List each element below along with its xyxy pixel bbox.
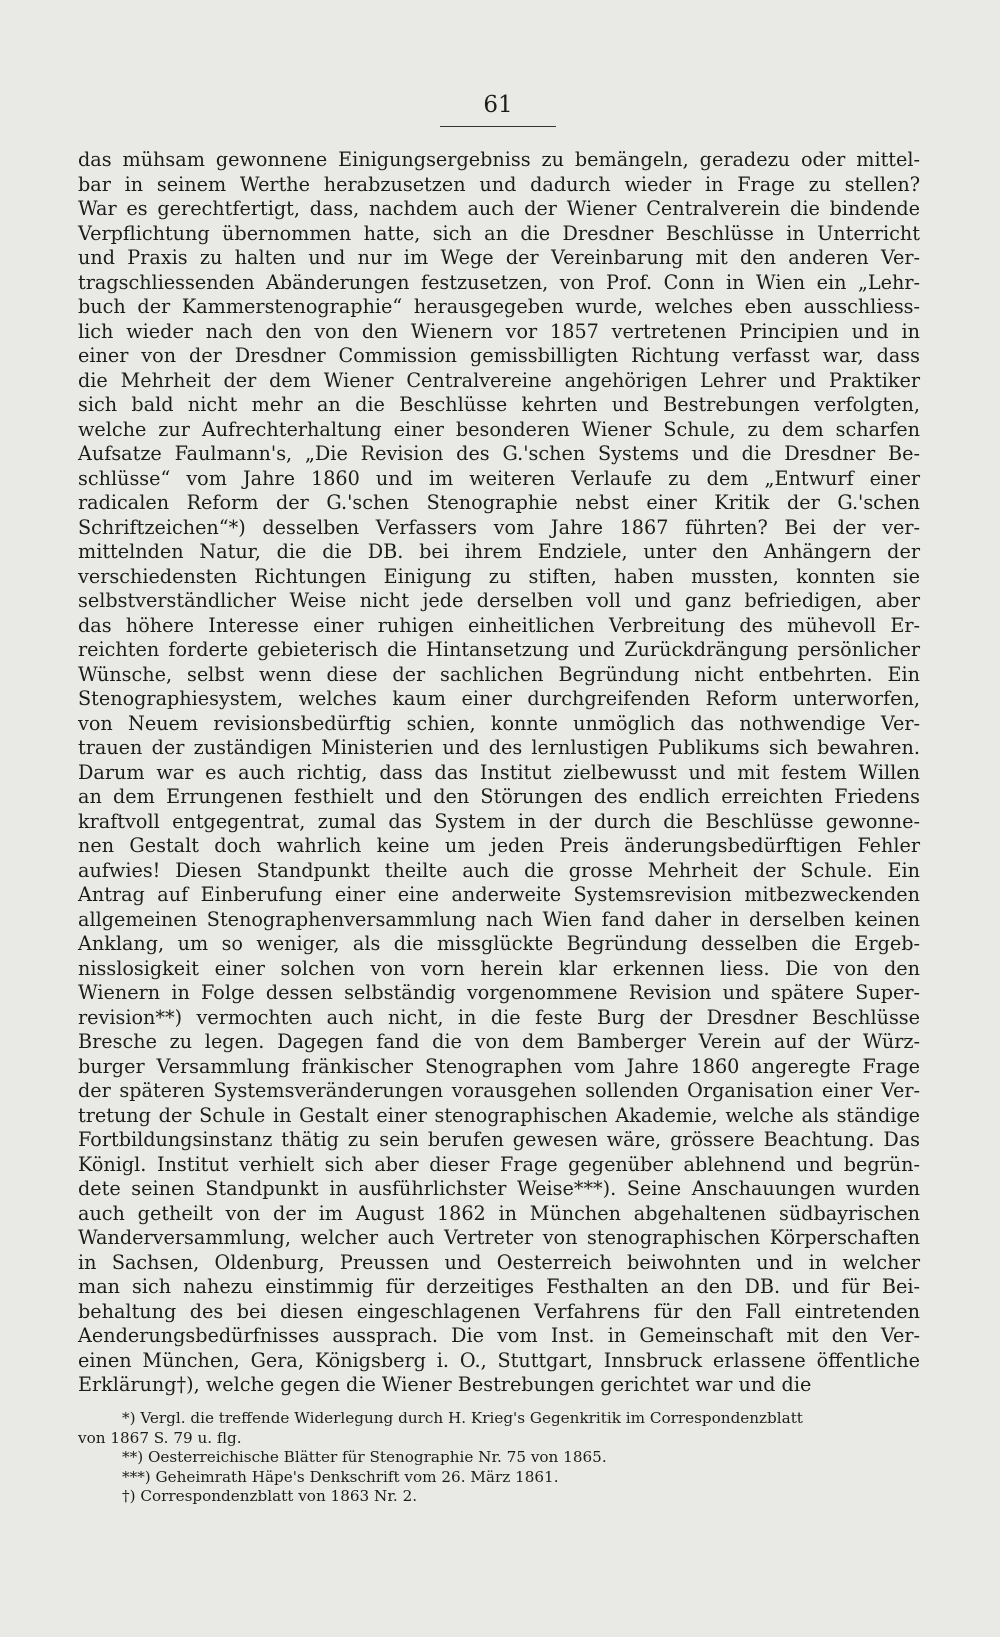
text-line: Erklärung†), welche gegen die Wiener Bestrebungen gerichtet war und die <box>78 1373 812 1396</box>
text-line: Anklang, um so weniger, als die missglückte Begründung desselben die Ergeb- <box>78 932 920 955</box>
text-line: der späteren Systemsveränderungen vorausgehen sollenden Organisation einer Ver- <box>78 1079 920 1102</box>
text-line: buch der Kammerstenographie“ herausgegeben wurde, welches eben ausschliess- <box>78 295 920 318</box>
text-line: und Praxis zu halten und nur im Wege der Vereinbarung mit den anderen Ver- <box>78 246 920 269</box>
text-line: lich wieder nach den von den Wienern vor 1857 vertretenen Principien und in <box>78 319 920 343</box>
text-line: auch getheilt von der im August 1862 in München abgehaltenen südbayrischen <box>78 1201 920 1225</box>
text-line: an dem Errungenen festhielt und den Störungen des endlich erreichten Friedens <box>78 785 920 808</box>
text-line: dete seinen Standpunkt in ausführlichster Weise***). Seine Anschauungen wurden <box>78 1177 920 1200</box>
text-line: tretung der Schule in Gestalt einer stenographischen Akademie, welche als ständige <box>78 1103 920 1127</box>
text-line: schlüsse“ vom Jahre 1860 und im weiteren Verlaufe zu dem „Entwurf einer <box>78 466 920 490</box>
footnote: †) Correspondenzblatt von 1863 Nr. 2. <box>122 1487 418 1505</box>
text-line: Fortbildungsinstanz thätig zu sein berufen gewesen wäre, grössere Beachtung. Das <box>78 1128 920 1151</box>
text-line: nen Gestalt doch wahrlich keine um jeden Preis änderungsbedürftigen Fehler <box>78 834 920 857</box>
text-line: aufwies! Diesen Standpunkt theilte auch die grosse Mehrheit der Schule. Ein <box>78 858 920 882</box>
text-line: Wünsche, selbst wenn diese der sachlichen Begründung nicht entbehrten. Ein <box>78 662 920 686</box>
footnotes <box>78 1409 920 1507</box>
text-line: radicalen Reform der G.'schen Stenographie nebst einer Kritik der G.'schen <box>78 491 920 514</box>
footnote: ***) Geheimrath Häpe's Denkschrift vom 26. März 1861. <box>122 1467 559 1486</box>
text-line: tragschliessenden Abänderungen festzusetzen, von Prof. Conn in Wien ein „Lehr- <box>78 270 920 294</box>
text-line: von Neuem revisionsbedürftig schien, konnte unmöglich das nothwendige Ver- <box>78 711 920 735</box>
text-line: das mühsam gewonnene Einigungsergebniss zu bemängeln, geradezu oder mittel- <box>78 148 920 171</box>
text-line: kraftvoll entgegentrat, zumal das System in der durch die Beschlüsse gewonne- <box>78 809 920 833</box>
text-line: Schriftzeichen“*) desselben Verfassers vom Jahre 1867 führten? Bei der ver- <box>78 515 920 539</box>
text-line: trauen der zuständigen Ministerien und des lernlustigen Publikums sich bewahren. <box>78 736 920 759</box>
text-line: Bresche zu legen. Dagegen fand die von dem Bamberger Verein auf der Würz- <box>78 1030 920 1053</box>
text-line: die Mehrheit der dem Wiener Centralvereine angehörigen Lehrer und Praktiker <box>78 368 920 392</box>
text-line: War es gerechtfertigt, dass, nachdem auch der Wiener Centralverein die bindende <box>78 197 920 220</box>
text-line: Darum war es auch richtig, dass das Institut zielbewusst und mit festem Willen <box>78 760 920 784</box>
footnote: *) Vergl. die treffende Widerlegung durch H. Krieg's Gegenkritik im Correspondenzblatt <box>122 1409 803 1427</box>
body-text <box>78 148 920 1398</box>
text-line: verschiedensten Richtungen Einigung zu stiften, haben mussten, konnten sie <box>78 564 920 588</box>
page-number: 61 <box>483 92 513 118</box>
text-line: einen München, Gera, Königsberg i. O., Stuttgart, Innsbruck erlassene öffentliche <box>78 1348 920 1372</box>
text-line: Wanderversammlung, welcher auch Vertreter von stenographischen Körperschaften <box>78 1226 920 1249</box>
text-line: allgemeinen Stenographenversammlung nach Wien fand daher in derselben keinen <box>78 907 920 931</box>
text-line: mittelnden Natur, die die DB. bei ihrem Endziele, unter den Anhängern der <box>78 540 920 563</box>
text-line: Aufsatze Faulmann's, „Die Revision des G.'schen Systems und die Dresdner Be- <box>78 442 920 465</box>
text-line: man sich nahezu einstimmig für derzeitiges Festhalten an den DB. und für Bei- <box>78 1275 920 1298</box>
text-line: Wienern in Folge dessen selbständig vorgenommene Revision und spätere Super- <box>78 981 920 1004</box>
header-rule <box>440 126 556 127</box>
text-line: nisslosigkeit einer solchen von vorn herein klar erkennen liess. Die von den <box>78 956 920 980</box>
footnote-continuation: von 1867 S. 79 u. flg. <box>78 1428 242 1447</box>
text-line: revision**) vermochten auch nicht, in die feste Burg der Dresdner Beschlüsse <box>78 1005 920 1029</box>
text-line: selbstverständlicher Weise nicht jede derselben voll und ganz befriedigen, aber <box>78 589 920 612</box>
text-line: behaltung des bei diesen eingeschlagenen Verfahrens für den Fall eintretenden <box>78 1299 920 1323</box>
text-line: Antrag auf Einberufung einer eine anderweite Systemsrevision mitbezweckenden <box>78 883 920 906</box>
text-line: sich bald nicht mehr an die Beschlüsse kehrten und Bestrebungen verfolgten, <box>78 393 920 416</box>
text-line: Verpflichtung übernommen hatte, sich an die Dresdner Beschlüsse in Unterricht <box>78 221 920 245</box>
text-line: Königl. Institut verhielt sich aber dieser Frage gegenüber ablehnend und begrün- <box>78 1152 920 1176</box>
text-line: welche zur Aufrechterhaltung einer besonderen Wiener Schule, zu dem scharfen <box>78 417 920 441</box>
text-line: das höhere Interesse einer ruhigen einheitlichen Verbreitung des mühevoll Er- <box>78 613 920 637</box>
footnote: **) Oesterreichische Blätter für Stenographie Nr. 75 von 1865. <box>122 1448 607 1466</box>
text-line: burger Versammlung fränkischer Stenographen vom Jahre 1860 angeregte Frage <box>78 1054 920 1078</box>
text-line: Stenographiesystem, welches kaum einer durchgreifenden Reform unterworfen, <box>78 687 920 710</box>
text-line: einer von der Dresdner Commission gemissbilligten Richtung verfasst war, dass <box>78 344 920 367</box>
text-line: reichten forderte gebieterisch die Hintansetzung und Zurückdrängung persönlicher <box>78 638 920 661</box>
text-line: in Sachsen, Oldenburg, Preussen und Oesterreich beiwohnten und in welcher <box>78 1250 920 1274</box>
text-line: Aenderungsbedürfnisses aussprach. Die vom Inst. in Gemeinschaft mit den Ver- <box>78 1324 920 1347</box>
text-line: bar in seinem Werthe herabzusetzen und dadurch wieder in Frage zu stellen? <box>78 172 920 196</box>
